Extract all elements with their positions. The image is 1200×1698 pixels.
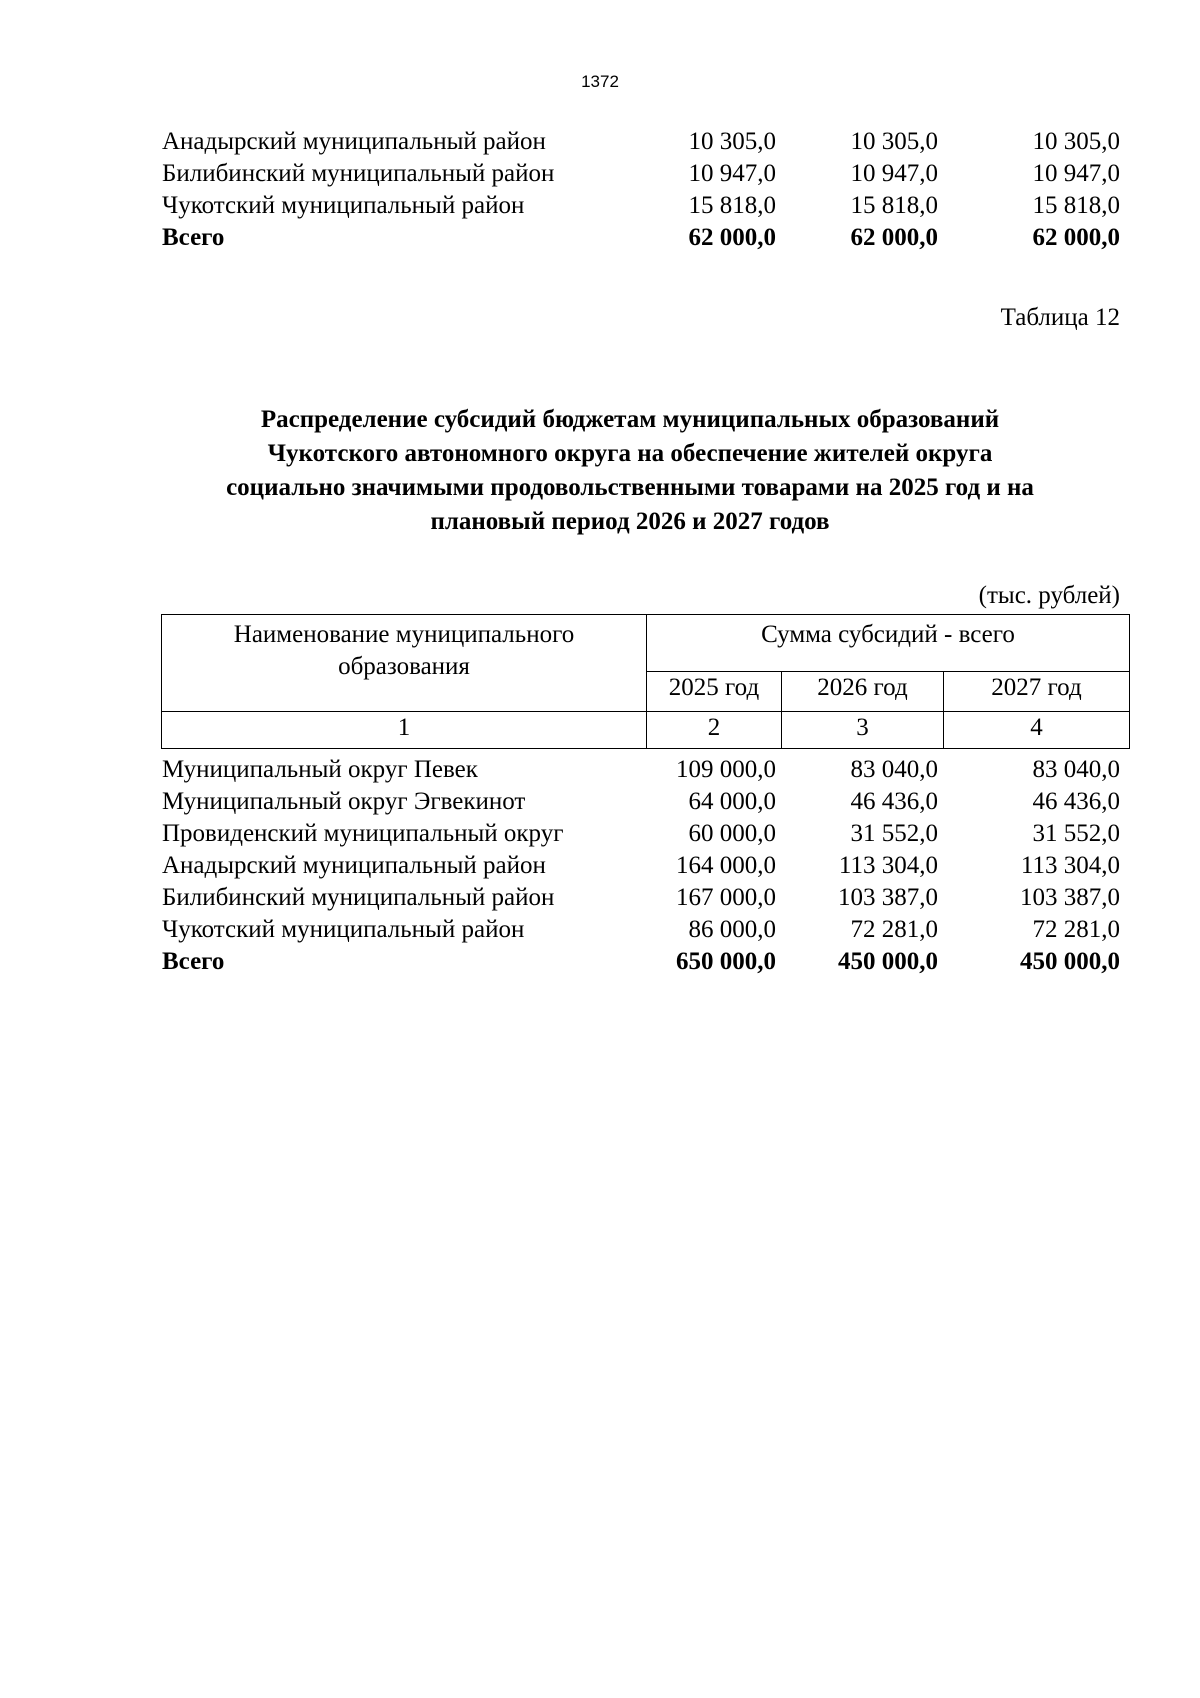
title-line: плановый период 2026 и 2027 годов: [430, 508, 830, 535]
row-value-2025: 60 000,0: [688, 820, 776, 847]
total-label: Всего: [162, 224, 225, 251]
row-name: Чукотский муниципальный район: [162, 192, 525, 219]
total-value-2025: 650 000,0: [676, 948, 776, 975]
row-value-2025: 10 305,0: [688, 128, 776, 155]
table-row: [162, 850, 1120, 882]
total-label: Всего: [162, 948, 225, 975]
col-number: 4: [944, 712, 1130, 749]
total-row: [162, 946, 1120, 978]
row-value-2026: 72 281,0: [850, 916, 938, 943]
row-name: Анадырский муниципальный район: [162, 852, 546, 879]
table-title: [140, 403, 1120, 539]
header-name-col: [162, 615, 647, 712]
row-value-2027: 10 947,0: [1032, 160, 1120, 187]
row-value-2026: 103 387,0: [838, 884, 938, 911]
row-value-2027: 46 436,0: [1032, 788, 1120, 815]
total-value-2026: 62 000,0: [850, 224, 938, 251]
row-value-2027: 72 281,0: [1032, 916, 1120, 943]
title-line: социально значимыми продовольственными товарами на 2025 год и на: [226, 474, 1034, 501]
row-value-2025: 167 000,0: [676, 884, 776, 911]
header-year-2025: 2025 год: [647, 672, 782, 712]
prev-table-row: [162, 158, 1120, 190]
total-value-2025: 62 000,0: [688, 224, 776, 251]
total-value-2026: 450 000,0: [838, 948, 938, 975]
header-name-line: Наименование муниципального: [233, 621, 575, 648]
prev-table-row: [162, 190, 1120, 222]
total-value-2027: 62 000,0: [1032, 224, 1120, 251]
title-line: Распределение субсидий бюджетам муниципальных образований: [260, 406, 1000, 433]
row-value-2027: 83 040,0: [1032, 756, 1120, 783]
header-year-2026: 2026 год: [782, 672, 944, 712]
table-row: [162, 882, 1120, 914]
row-value-2025: 109 000,0: [676, 756, 776, 783]
row-name: Билибинский муниципальный район: [162, 160, 555, 187]
row-name: Муниципальный округ Эгвекинот: [162, 788, 526, 815]
row-name: Билибинский муниципальный район: [162, 884, 555, 911]
row-value-2025: 15 818,0: [688, 192, 776, 219]
prev-table-row: [162, 126, 1120, 158]
col-number: 2: [647, 712, 782, 749]
table-header: [161, 614, 1130, 749]
row-value-2025: 10 947,0: [688, 160, 776, 187]
row-value-2027: 103 387,0: [1020, 884, 1120, 911]
row-value-2025: 86 000,0: [688, 916, 776, 943]
row-value-2026: 10 947,0: [850, 160, 938, 187]
row-value-2025: 64 000,0: [688, 788, 776, 815]
row-value-2026: 113 304,0: [838, 852, 938, 879]
row-value-2026: 10 305,0: [850, 128, 938, 155]
header-name-line: образования: [338, 653, 470, 680]
row-value-2027: 15 818,0: [1032, 192, 1120, 219]
unit-label: (тыс. рублей): [978, 582, 1120, 609]
row-value-2026: 15 818,0: [850, 192, 938, 219]
table-row: [162, 914, 1120, 946]
prev-table-total-row: [162, 222, 1120, 254]
row-name: Провиденский муниципальный округ: [162, 820, 564, 847]
page-number: 1372: [581, 72, 619, 91]
row-value-2027: 31 552,0: [1032, 820, 1120, 847]
table-row: [162, 754, 1120, 786]
row-name: Анадырский муниципальный район: [162, 128, 546, 155]
row-value-2027: 113 304,0: [1020, 852, 1120, 879]
row-name: Муниципальный округ Певек: [162, 756, 478, 783]
row-value-2026: 31 552,0: [850, 820, 938, 847]
table-row: [162, 818, 1120, 850]
table-label: Таблица 12: [1000, 304, 1120, 331]
header-year-2027: 2027 год: [944, 672, 1130, 712]
row-value-2025: 164 000,0: [676, 852, 776, 879]
row-value-2026: 46 436,0: [850, 788, 938, 815]
col-number: 3: [782, 712, 944, 749]
total-value-2027: 450 000,0: [1020, 948, 1120, 975]
header-sum-col: Сумма субсидий - всего: [647, 615, 1130, 672]
col-number: 1: [162, 712, 647, 749]
row-value-2027: 10 305,0: [1032, 128, 1120, 155]
row-name: Чукотский муниципальный район: [162, 916, 525, 943]
table-row: [162, 786, 1120, 818]
row-value-2026: 83 040,0: [850, 756, 938, 783]
title-line: Чукотского автономного округа на обеспечение жителей округа: [267, 440, 993, 467]
